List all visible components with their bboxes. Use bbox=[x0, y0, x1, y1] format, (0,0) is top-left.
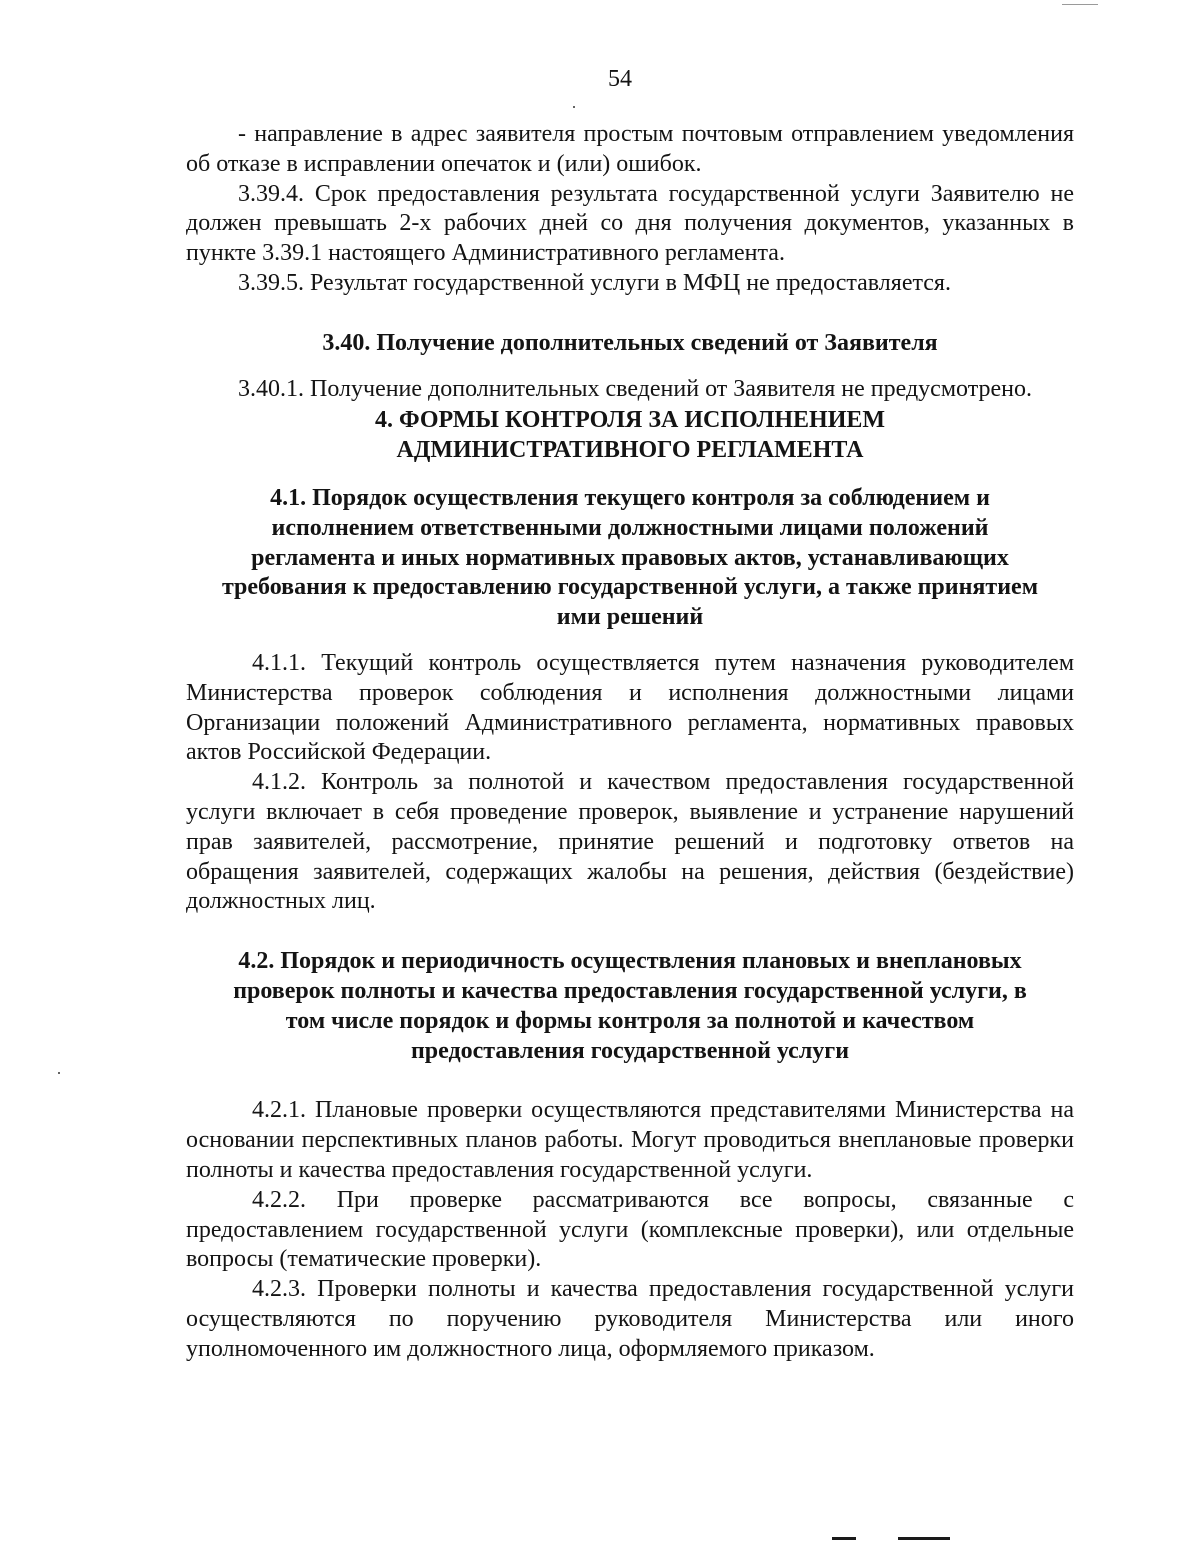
section-4-heading-line-2: АДМИНИСТРАТИВНОГО РЕГЛАМЕНТА bbox=[396, 437, 864, 464]
section-4-heading-line-1: 4. ФОРМЫ КОНТРОЛЯ ЗА ИСПОЛНЕНИЕМ bbox=[374, 407, 886, 434]
section-4-1-heading-line-1: 4.1. Порядок осуществления текущего контроля за соблюдением и bbox=[270, 484, 990, 511]
section-4-1-heading bbox=[186, 484, 1074, 633]
paragraph-4-2-1: 4.2.1. Плановые проверки осуществляются представителями Министерства на основании перспективных планов работы. Могут проводиться внеплановые проверки полноты и качества предоставления государственной услуги. bbox=[186, 1097, 1074, 1183]
section-4-1-heading-line-5: ими решений bbox=[556, 604, 704, 631]
scan-dot-left bbox=[58, 1072, 60, 1074]
paragraph-4-2-2: 4.2.2. При проверке рассматриваются все вопросы, связанные с предоставлением государственной услуги (комплексные проверки), или отдельные вопросы (тематические проверки). bbox=[186, 1186, 1074, 1273]
section-4-1-heading-line-2: исполнением ответственными должностными лицами положений bbox=[271, 514, 989, 541]
paragraph-4-2-3: 4.2.3. Проверки полноты и качества предоставления государственной услуги осуществляются по поручению руководителя Министерства или иного уполномоченного им должностного лица, оформляемого приказом. bbox=[186, 1276, 1074, 1362]
paragraph-notification: - направление в адрес заявителя простым почтовым отправлением уведомления об отказе в исправлении опечаток и (или) ошибок. bbox=[186, 121, 1074, 177]
scan-mark-bottom-right bbox=[898, 1537, 950, 1540]
scan-dot-top bbox=[573, 106, 575, 108]
section-4-1-heading-line-3: регламента и иных нормативных правовых актов, устанавливающих bbox=[251, 544, 1009, 571]
section-3-40-heading: 3.40. Получение дополнительных сведений от Заявителя bbox=[322, 329, 938, 356]
section-4-2-heading-line-4: предоставления государственной услуги bbox=[410, 1037, 850, 1064]
document-body bbox=[186, 120, 1074, 1364]
paragraph-4-1-1: 4.1.1. Текущий контроль осуществляется путем назначения руководителем Министерства проверок соблюдения и исполнения должностными лицами Организации положений Административного регламента, нормативных правовых актов Российской Федерации. bbox=[186, 649, 1074, 766]
section-4-2-heading bbox=[186, 947, 1074, 1066]
section-4-1-heading-line-4: требования к предоставлению государственной услуги, а также принятием bbox=[221, 574, 1039, 601]
section-4-2-heading-line-2: проверок полноты и качества предоставления государственной услуги, в bbox=[233, 977, 1027, 1004]
paragraph-3-40-1: 3.40.1. Получение дополнительных сведений от Заявителя не предусмотрено. bbox=[238, 375, 1032, 402]
page-number: 54 bbox=[608, 66, 632, 92]
paragraph-3-39-5: 3.39.5. Результат государственной услуги в МФЦ не предоставляется. bbox=[238, 269, 951, 296]
paragraph-3-39-4: 3.39.4. Срок предоставления результата государственной услуги Заявителю не должен превышать 2-х рабочих дней со дня получения документов, указанных в пункте 3.39.1 настоящего Административного регламента. bbox=[186, 180, 1074, 267]
paragraph-4-1-2: 4.1.2. Контроль за полнотой и качеством предоставления государственной услуги включает в себя проведение проверок, выявление и устранение нарушений прав заявителей, рассмотрение, принятие решений и подготовку ответов на обращения заявителей, содержащих жалобы на решения, действия (бездействие) должностных лиц. bbox=[186, 769, 1074, 915]
scan-mark-bottom-left bbox=[832, 1537, 856, 1540]
scan-mark-top-right bbox=[1062, 4, 1098, 5]
section-4-2-heading-line-1: 4.2. Порядок и периодичность осуществления плановых и внеплановых bbox=[238, 948, 1022, 975]
section-4-heading bbox=[186, 406, 1074, 466]
section-4-2-heading-line-3: том числе порядок и формы контроля за полнотой и качеством bbox=[285, 1007, 975, 1034]
